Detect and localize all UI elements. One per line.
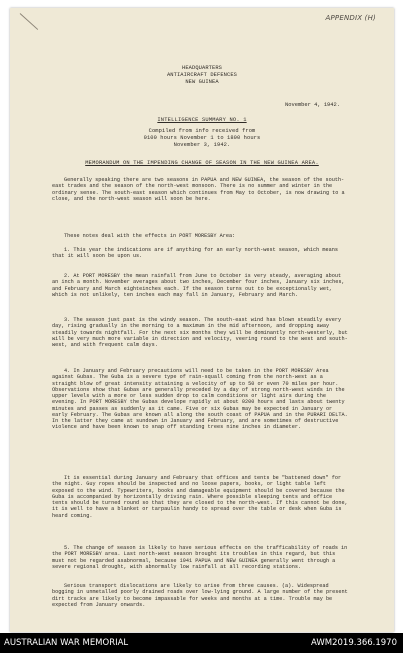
paragraph-4: 4. In January and February precautions will need to be taken in the PORT MORESBY Area against Gubas. The Guba is a severe type of rain-squall coming from the north-west as a straight blow of great intensity attaining a velocity of up to 50 or even 70 miles per hour. Observations show that Gubas are generally preceded by a day of strong north-west winds in the upper levels with a more or less sudden drop to calm conditions or light airs during the evening. In PORT MORESBY the Gubas develope rapidly at about 0200 hours and lasts about twenty minutes and passes as suddenly as it came. Five or six Gubas may be expected in January or early February. The Gubas are known all along the south coast of PAPUA and in the PURARI DELTA. In the latter they came at sundown in January and February, and are sometimes of destructive violence and have been known to snap off standing trees nine inches in diameter. xyxy=(52,368,348,431)
summary-title: INTELLIGENCE SUMMARY NO. 1 xyxy=(157,117,247,123)
compiled-line-3: November 3, 1942. xyxy=(173,142,231,148)
document-date: November 4, 1942. xyxy=(285,102,340,108)
document-page xyxy=(10,8,394,632)
footer-bar xyxy=(0,633,403,653)
paragraph-3: 3. The season just past is the windy season. The south-east wind has blown steadily every day, rising gradually in the morning to a maximum in the mid afternoon, and dropping away steadily towards nightfall. For the next six months they will be dominantly north-westerly, but will be very much more variable in direction and velocity, veering round to the west and south-west, and with frequent calm days. xyxy=(52,317,348,348)
header-line-1: HEADQUARTERS xyxy=(181,65,223,71)
paragraph-5-continued: Serious transport dislocations are likely to arise from three causes. (a). Widespread bogging in unmetalled poorly drained roads over low-lying ground. A large number of the present dirt tracks are likely to become impassable for weeks and months at a time. Trouble may be expected from January onwards. xyxy=(52,583,348,608)
fold-mark xyxy=(20,13,39,30)
intro-paragraph: Generally speaking there are two seasons in PAPUA and NEW GUINEA, the season of the south-east trades and the season of the north-west monsoon. There is no summer and winter in the ordinary sense. The south-east season which continues from May to October, is now drawing to a close, and the north-west season will soon be here. xyxy=(52,177,345,202)
compiled-line-1: Compiled from info received from xyxy=(148,128,256,134)
notes-intro: These notes deal with the effects in PORT MORESBY Area: xyxy=(64,233,236,239)
header-line-2: ANTIAIRCRAFT DEFENCES xyxy=(166,72,238,78)
footer-catalog-id: AWM2019.366.1970 xyxy=(311,638,397,648)
paragraph-2: 2. At PORT MORESBY the mean rainfall from June to October is very steady, averaging about an inch a month. November averages about two inches, December four inches, January six inches, and February and March eighteinches each. If the season turns out to be exceptionally wet, which is not unlikely, ten inches each may fall in January, February and March. xyxy=(52,273,345,298)
footer-credit: AUSTRALIAN WAR MEMORIAL xyxy=(4,638,129,648)
appendix-mark: APPENDIX (H) xyxy=(325,14,376,22)
memo-title: MEMORANDUM ON THE IMPENDING CHANGE OF SEASON IN THE NEW GUINEA AREA. xyxy=(85,160,319,166)
paragraph-4-continued: It is essential during January and February that offices and tents be "battened down" for the night. Guy ropes should be inspected and no loose papers, books, or light table left exposed to the wind. Typewriters, books and damageable equipment should be covered because the Guba is accompanied by horizontally driving rain. Where possible sleeping tents and office tents should be turned round so that they are closed to the north-west. If this cannot be done, it is well to have a blanket or tarpaulin handy to spread over the table or desk when Guba is heard coming. xyxy=(52,475,348,519)
header-line-3: NEW GUINEA xyxy=(185,79,219,85)
compiled-line-2: 0100 hours November 1 to 1800 hours xyxy=(143,135,261,141)
paragraph-5: 5. The change of season is likely to have serious effects on the trafficability of roads in the PORT MORESBY area. Last north-west season brought its troubles in this regard, but this must not be regarded asabnormal, because 1941 PAPUA and NEW GUINEA generally went through a severe regional drought, with abnormally low rainfall at all recording stations. xyxy=(52,545,348,570)
paragraph-1: 1. This year the indications are if anything for an early north-west season, which means that it will soon be upon us. xyxy=(52,247,338,260)
